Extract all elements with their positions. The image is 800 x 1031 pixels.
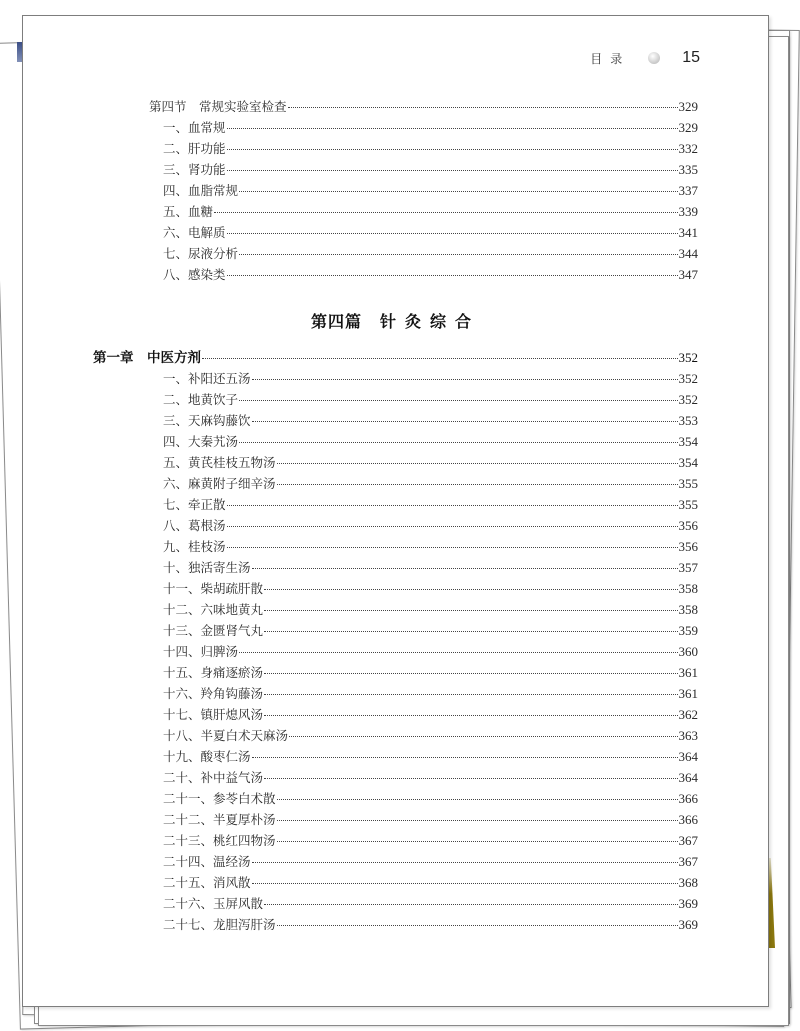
- toc-page-number: 344: [678, 246, 698, 261]
- toc-entry[interactable]: [163, 204, 698, 220]
- toc-page-number: 361: [678, 665, 698, 680]
- toc-entry[interactable]: [163, 707, 698, 723]
- dot-leader: [277, 841, 678, 842]
- toc-entry[interactable]: [163, 560, 698, 576]
- dot-leader: [252, 862, 678, 863]
- toc-page-number: 335: [678, 162, 698, 177]
- toc-entry[interactable]: [163, 392, 698, 408]
- toc-page-number: 329: [678, 120, 698, 135]
- dot-leader: [264, 778, 677, 779]
- toc-entry[interactable]: [163, 602, 698, 618]
- dot-leader: [277, 484, 678, 485]
- dot-leader: [289, 736, 677, 737]
- toc-entry[interactable]: [163, 518, 698, 534]
- toc-label: 二十七、龙胆泻肝汤: [163, 917, 276, 932]
- toc-label: 第四节 常规实验室检查: [149, 99, 287, 114]
- toc-label: 二十三、桃红四物汤: [163, 833, 276, 848]
- toc-entry[interactable]: [163, 476, 698, 492]
- toc-entry[interactable]: [163, 686, 698, 702]
- toc-label: 二十五、消风散: [163, 875, 251, 890]
- running-header-section: 目录: [590, 51, 631, 66]
- dot-leader: [264, 589, 677, 590]
- dot-leader: [214, 212, 677, 213]
- toc-entry[interactable]: [163, 120, 698, 136]
- dot-leader: [264, 610, 677, 611]
- dot-leader: [239, 400, 677, 401]
- toc-label: 十五、身痛逐瘀汤: [163, 665, 264, 680]
- toc-entry[interactable]: [163, 644, 698, 660]
- toc-page-number: 360: [678, 644, 698, 659]
- toc-entry[interactable]: [163, 267, 698, 283]
- toc-page-number: 358: [678, 581, 698, 596]
- toc-label: 一、补阳还五汤: [163, 371, 251, 386]
- toc-page-number: 355: [678, 497, 698, 512]
- toc-label: 十四、归脾汤: [163, 644, 239, 659]
- toc-page-number: 366: [678, 791, 698, 806]
- toc-entry[interactable]: [163, 791, 698, 807]
- toc-page-number: 358: [678, 602, 698, 617]
- toc-entry[interactable]: [163, 371, 698, 387]
- toc-label: 二十一、参苓白术散: [163, 791, 276, 806]
- toc-page-number: 364: [678, 770, 698, 785]
- toc-label: 十九、酸枣仁汤: [163, 749, 251, 764]
- dot-leader: [239, 652, 677, 653]
- toc-page-number: 352: [678, 371, 698, 386]
- dot-leader: [227, 149, 678, 150]
- toc-entry[interactable]: [163, 812, 698, 828]
- toc-entry[interactable]: [163, 665, 698, 681]
- toc-entry[interactable]: [163, 434, 698, 450]
- toc-entry[interactable]: [163, 183, 698, 199]
- toc-entry[interactable]: [163, 225, 698, 241]
- toc-page-number: 361: [678, 686, 698, 701]
- dot-leader: [277, 463, 678, 464]
- toc-label: 三、肾功能: [163, 162, 226, 177]
- dot-leader: [239, 191, 677, 192]
- dot-leader: [277, 799, 678, 800]
- toc-page-number: 352: [678, 392, 698, 407]
- toc-page-number: 332: [678, 141, 698, 156]
- toc-label: 七、牵正散: [163, 497, 226, 512]
- toc-page-number: 329: [678, 99, 698, 114]
- toc-page-number: 355: [678, 476, 698, 491]
- part-name: 针灸综合: [380, 312, 481, 331]
- toc-label: 二十、补中益气汤: [163, 770, 264, 785]
- toc-label: 八、感染类: [163, 267, 226, 282]
- toc-page-number: 369: [678, 917, 698, 932]
- toc-label: 三、天麻钩藤饮: [163, 413, 251, 428]
- toc-label: 二十二、半夏厚朴汤: [163, 812, 276, 827]
- dot-leader: [227, 170, 678, 171]
- dot-leader: [252, 568, 678, 569]
- dot-leader: [264, 673, 677, 674]
- toc-page-number: 368: [678, 875, 698, 890]
- dot-leader: [288, 107, 678, 108]
- dot-leader: [227, 233, 678, 234]
- toc-label: 八、葛根汤: [163, 518, 226, 533]
- toc-entry[interactable]: [163, 581, 698, 597]
- toc-entry[interactable]: [163, 141, 698, 157]
- toc-entry[interactable]: [163, 833, 698, 849]
- toc-page: [22, 15, 769, 1007]
- toc-entry[interactable]: [163, 749, 698, 765]
- toc-page-number: 366: [678, 812, 698, 827]
- toc-entry[interactable]: [163, 497, 698, 513]
- toc-label: 二十四、温经汤: [163, 854, 251, 869]
- toc-page-number: 356: [678, 518, 698, 533]
- toc-label: 六、麻黄附子细辛汤: [163, 476, 276, 491]
- dot-leader: [227, 275, 678, 276]
- toc-label: 九、桂枝汤: [163, 539, 226, 554]
- dot-leader: [227, 526, 678, 527]
- toc-entry[interactable]: [163, 539, 698, 555]
- toc-page-number: 356: [678, 539, 698, 554]
- toc-page-number: 354: [678, 455, 698, 470]
- dot-leader: [227, 547, 678, 548]
- toc-page-number: 354: [678, 434, 698, 449]
- toc-entry[interactable]: [163, 246, 698, 262]
- dot-leader: [264, 631, 677, 632]
- toc-label: 十三、金匮肾气丸: [163, 623, 264, 638]
- toc-page-number: 362: [678, 707, 698, 722]
- toc-label: 二、肝功能: [163, 141, 226, 156]
- toc-label: 四、血脂常规: [163, 183, 239, 198]
- toc-page-number: 363: [678, 728, 698, 743]
- toc-label: 十、独活寄生汤: [163, 560, 251, 575]
- bullet-circle-icon: [648, 52, 660, 64]
- toc-label: 五、血糖: [163, 204, 214, 219]
- dot-leader: [264, 694, 677, 695]
- toc-page-number: 347: [678, 267, 698, 282]
- toc-label: 一、血常规: [163, 120, 226, 135]
- toc-page-number: 357: [678, 560, 698, 575]
- toc-entry[interactable]: [163, 917, 698, 933]
- toc-page-number: 367: [678, 833, 698, 848]
- toc-page-number: 364: [678, 749, 698, 764]
- dot-leader: [239, 254, 677, 255]
- dot-leader: [277, 820, 678, 821]
- toc-label: 十一、柴胡疏肝散: [163, 581, 264, 596]
- dot-leader: [202, 358, 678, 359]
- toc-label: 五、黄芪桂枝五物汤: [163, 455, 276, 470]
- toc-page-number: 359: [678, 623, 698, 638]
- toc-page-number: 341: [678, 225, 698, 240]
- toc-label: 六、电解质: [163, 225, 226, 240]
- toc-label: 二、地黄饮子: [163, 392, 239, 407]
- toc-page-number: 337: [678, 183, 698, 198]
- dot-leader: [252, 421, 678, 422]
- dot-leader: [227, 128, 678, 129]
- dot-leader: [252, 379, 678, 380]
- toc-label: 十七、镇肝熄风汤: [163, 707, 264, 722]
- dot-leader: [264, 715, 677, 716]
- dot-leader: [239, 442, 677, 443]
- toc-entry[interactable]: [163, 728, 698, 744]
- dot-leader: [227, 505, 678, 506]
- toc-entry[interactable]: [163, 854, 698, 870]
- toc-label: 七、尿液分析: [163, 246, 239, 261]
- dot-leader: [264, 904, 677, 905]
- part-prefix: 第四篇: [310, 312, 362, 331]
- toc-page-number: 369: [678, 896, 698, 911]
- part-title: [23, 309, 768, 332]
- toc-label: 四、大秦艽汤: [163, 434, 239, 449]
- toc-entry[interactable]: [163, 896, 698, 912]
- dot-leader: [252, 883, 678, 884]
- dot-leader: [277, 925, 678, 926]
- toc-label: 第一章 中医方剂: [93, 350, 201, 366]
- toc-chapter-heading[interactable]: [93, 350, 698, 366]
- toc-entry[interactable]: [163, 413, 698, 429]
- toc-label: 十八、半夏白术天麻汤: [163, 728, 289, 743]
- toc-page-number: 352: [678, 350, 698, 365]
- toc-entry[interactable]: [163, 455, 698, 471]
- toc-page-number: 339: [678, 204, 698, 219]
- toc-label: 十二、六味地黄丸: [163, 602, 264, 617]
- toc-page-number: 367: [678, 854, 698, 869]
- toc-entry[interactable]: [163, 875, 698, 891]
- toc-entry[interactable]: [163, 770, 698, 786]
- toc-page-number: 353: [678, 413, 698, 428]
- toc-entry[interactable]: [163, 162, 698, 178]
- running-header: [590, 49, 700, 67]
- page-number: 15: [682, 49, 700, 66]
- toc-entry[interactable]: [163, 623, 698, 639]
- toc-label: 二十六、玉屏风散: [163, 896, 264, 911]
- dot-leader: [252, 757, 678, 758]
- toc-section-heading[interactable]: [149, 99, 698, 115]
- toc-label: 十六、羚角钩藤汤: [163, 686, 264, 701]
